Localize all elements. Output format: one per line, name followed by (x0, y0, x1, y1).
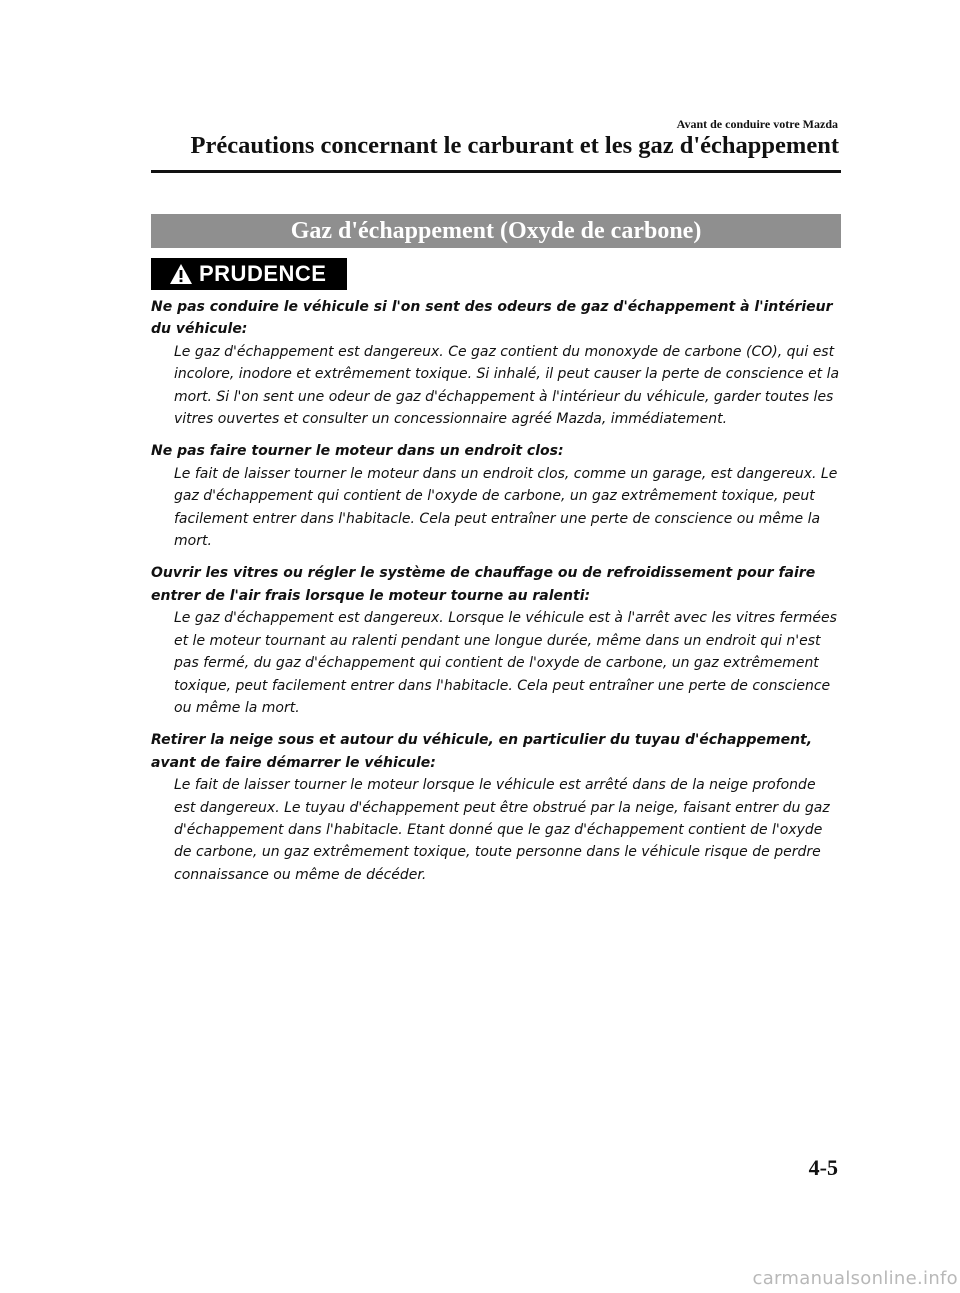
warning-title: Ouvrir les vitres ou régler le système de chauffage ou de refroidissement pour faire entrer de l'air frais lorsque le moteur tourne au ralenti: (151, 565, 816, 604)
warning-item (151, 562, 841, 719)
warning-title: Ne pas conduire le véhicule si l'on sent des odeurs de gaz d'échappement à l'intérieur du véhicule: (151, 299, 833, 338)
watermark: carmanualsonline.info (752, 1268, 958, 1289)
warning-title: Ne pas faire tourner le moteur dans un endroit clos: (151, 443, 564, 460)
running-header-title: Précautions concernant le carburant et les gaz d'échappement (190, 132, 839, 159)
running-header-section: Avant de conduire votre Mazda (676, 117, 838, 131)
section-title-bar (151, 214, 841, 248)
warning-triangle-icon (169, 263, 193, 285)
warning-item (151, 729, 841, 886)
section-title: Gaz d'échappement (Oxyde de carbone) (290, 217, 702, 244)
header-divider (151, 170, 841, 173)
warning-title: Retirer la neige sous et autour du véhicule, en particulier du tuyau d'échappement, avant de faire démarrer le véhicule: (151, 732, 813, 771)
warning-body: Le fait de laisser tourner le moteur dans un endroit clos, comme un garage, est dangereux. Le gaz d'échappement qui contient de l'oxyde de carbone, un gaz extrêmement toxique, peut facilement entrer dans l'habitacle. Cela peut entraîner une perte de conscience ou même la mort. (174, 465, 838, 550)
warning-item (151, 296, 841, 430)
warning-list (151, 296, 841, 896)
warning-body: Le gaz d'échappement est dangereux. Ce gaz contient du monoxyde de carbone (CO), qui est incolore, inodore et extrêmement toxique. Si inhalé, il peut causer la perte de conscience et la mort. Si l'on sent une odeur de gaz d'échappement à l'intérieur du véhicule, garder toutes les vitres ouvertes et consulter un concessionnaire agréé Mazda, immédiatement. (174, 343, 840, 428)
caution-label: PRUDENCE (199, 261, 327, 286)
warning-body: Le fait de laisser tourner le moteur lorsque le véhicule est arrêté dans de la neige profonde est dangereux. Le tuyau d'échappement peut être obstrué par la neige, faisant entrer du gaz d'échappement dans l'habitacle. Etant donné que le gaz d'échappement contient de l'oxyde de carbone, un gaz extrêmement toxique, toute personne dans le véhicule risque de perdre connaissance ou même de décéder. (174, 777, 830, 883)
warning-item (151, 440, 841, 552)
warning-body: Le gaz d'échappement est dangereux. Lorsque le véhicule est à l'arrêt avec les vitres fermées et le moteur tournant au ralenti pendant une longue durée, même dans un endroit qui n'est pas fermé, du gaz d'échappement qui contient de l'oxyde de carbone, un gaz extrêmement toxique, peut facilement entrer dans l'habitacle. Cela peut entraîner une perte de conscience ou même la mort. (174, 610, 837, 716)
caution-banner (151, 258, 347, 290)
page-number: 4-5 (808, 1155, 838, 1180)
